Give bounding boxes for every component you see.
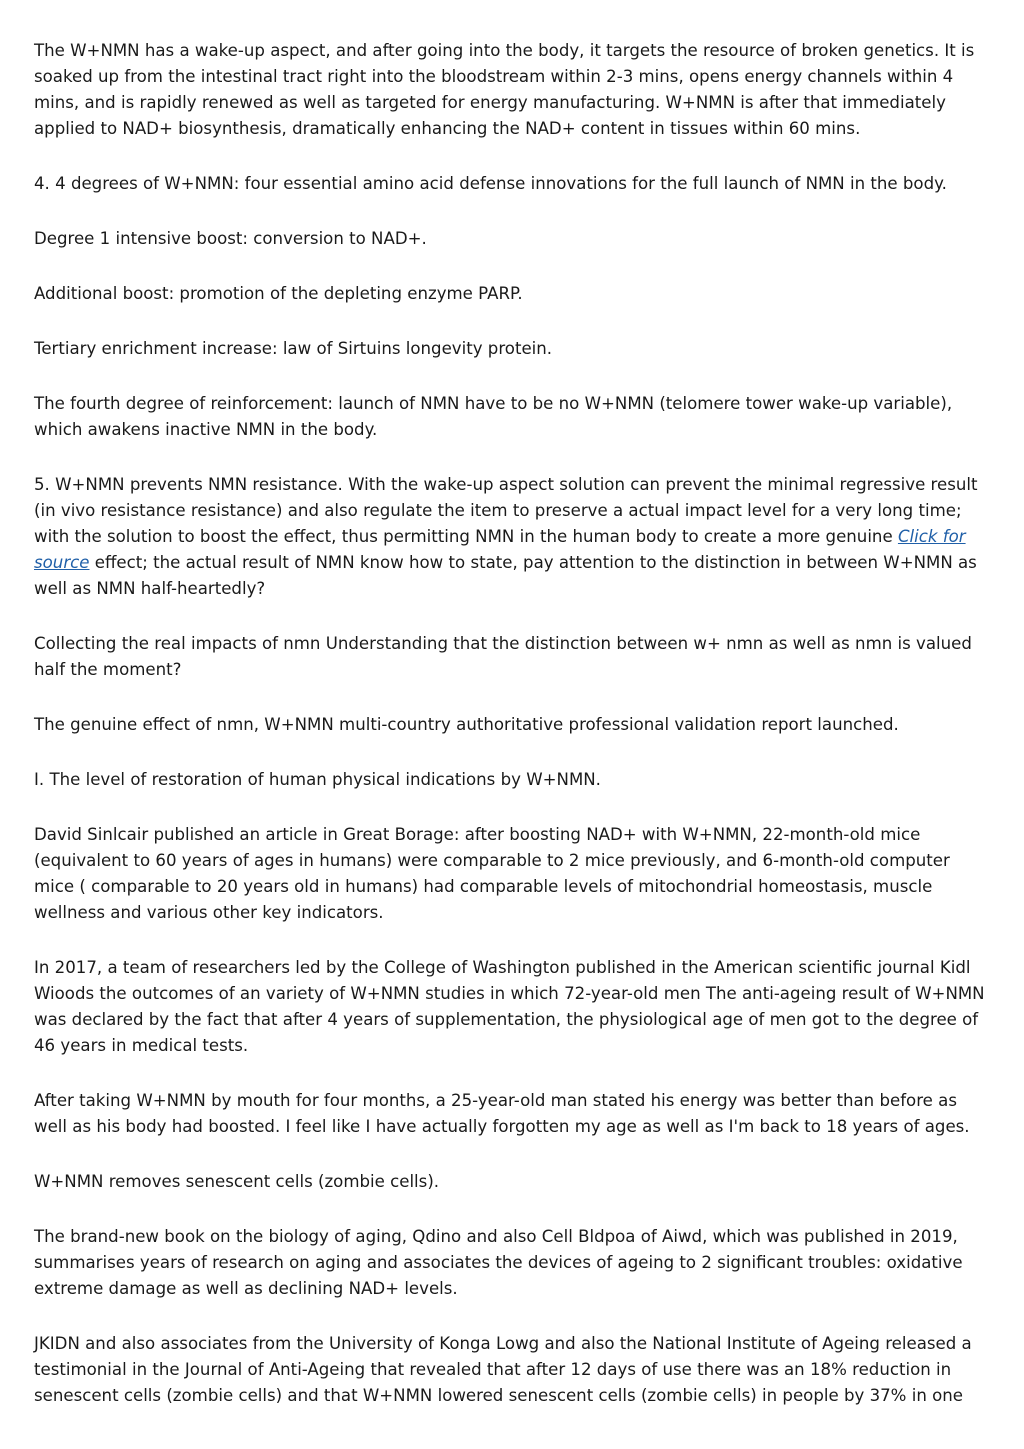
paragraph-nmn-resistance	[34, 472, 990, 602]
paragraph-degree-1: Degree 1 intensive boost: conversion to NAD+.	[34, 229, 427, 248]
paragraph-nmn-resistance-text-before: 5. W+NMN prevents NMN resistance. With the wake-up aspect solution can prevent the minimal regressive result (in vivo resistance resistance) and also regulate the item to preserve a actual impact level for a very long time; with the solution to boost the effect, thus permitting NMN in the human body to create a more genuine	[34, 475, 978, 546]
paragraph-washington-study: In 2017, a team of researchers led by the College of Washington published in the American scientific journal Kidl Wioods the outcomes of an variety of W+NMN studies in which 72-year-old men The anti-ageing result of W+NMN was declared by the fact that after 4 years of supplementation, the physiological age of men got to the degree of 46 years in medical tests.	[34, 958, 985, 1055]
paragraph-25-year-old-man: After taking W+NMN by mouth for four months, a 25-year-old man stated his energy was better than before as well as his body had boosted. I feel like I have actually forgotten my age as well as I'm back to 18 years of ages.	[34, 1091, 970, 1136]
paragraph-fourth-degree: The fourth degree of reinforcement: launch of NMN have to be no W+NMN (telomere tower wake-up variable), which awakens inactive NMN in the body.	[34, 394, 953, 439]
paragraph-tertiary-enrichment: Tertiary enrichment increase: law of Sirtuins longevity protein.	[34, 339, 553, 358]
paragraph-biology-of-aging-book: The brand-new book on the biology of aging, Qdino and also Cell Bldpoa of Aiwd, which was published in 2019, summarises years of research on aging and associates the devices of ageing to 2 significant troubles: oxidative extreme damage as well as declining NAD+ levels.	[34, 1227, 963, 1298]
paragraph-restoration-level: I. The level of restoration of human physical indications by W+NMN.	[34, 770, 601, 789]
paragraph-wake-up-aspect: The W+NMN has a wake-up aspect, and after going into the body, it targets the resource of broken genetics. It is soaked up from the intestinal tract right into the bloodstream within 2-3 mins, opens energy channels within 4 mins, and is rapidly renewed as well as targeted for energy manufacturing. W+NMN is after that immediately applied to NAD+ biosynthesis, dramatically enhancing the NAD+ content in tissues within 60 mins.	[34, 41, 975, 138]
paragraph-senescent-cells: W+NMN removes senescent cells (zombie cells).	[34, 1172, 440, 1191]
paragraph-four-degrees: 4. 4 degrees of W+NMN: four essential amino acid defense innovations for the full launch of NMN in the body.	[34, 174, 947, 193]
paragraph-validation-report: The genuine effect of nmn, W+NMN multi-country authoritative professional validation report launched.	[34, 715, 899, 734]
paragraph-nmn-resistance-text-after: effect; the actual result of NMN know how to state, pay attention to the distinction in between W+NMN as well as NMN half-heartedly?	[34, 553, 977, 598]
paragraph-sinclair-article: David Sinlcair published an article in Great Borage: after boosting NAD+ with W+NMN, 22-month-old mice (equivalent to 60 years of ages in humans) were comparable to 2 mice previously, and 6-month-old computer mice ( comparable to 20 years old in humans) had comparable levels of mitochondrial homeostasis, muscle wellness and various other key indicators.	[34, 825, 950, 922]
document-page	[34, 38, 990, 1438]
paragraph-jkidn-testimonial: JKIDN and also associates from the University of Konga Lowg and also the National Institute of Ageing released a testimonial in the Journal of Anti-Ageing that revealed that after 12 days of use there was an 18% reduction in senescent cells (zombie cells) and that W+NMN lowered senescent cells (zombie cells) in people by 37% in one	[34, 1334, 972, 1405]
click-for-source-link[interactable]: Click for source	[34, 527, 966, 572]
paragraph-additional-boost: Additional boost: promotion of the depleting enzyme PARP.	[34, 284, 523, 303]
paragraph-collecting-impacts: Collecting the real impacts of nmn Understanding that the distinction between w+ nmn as well as nmn is valued half the moment?	[34, 634, 972, 679]
